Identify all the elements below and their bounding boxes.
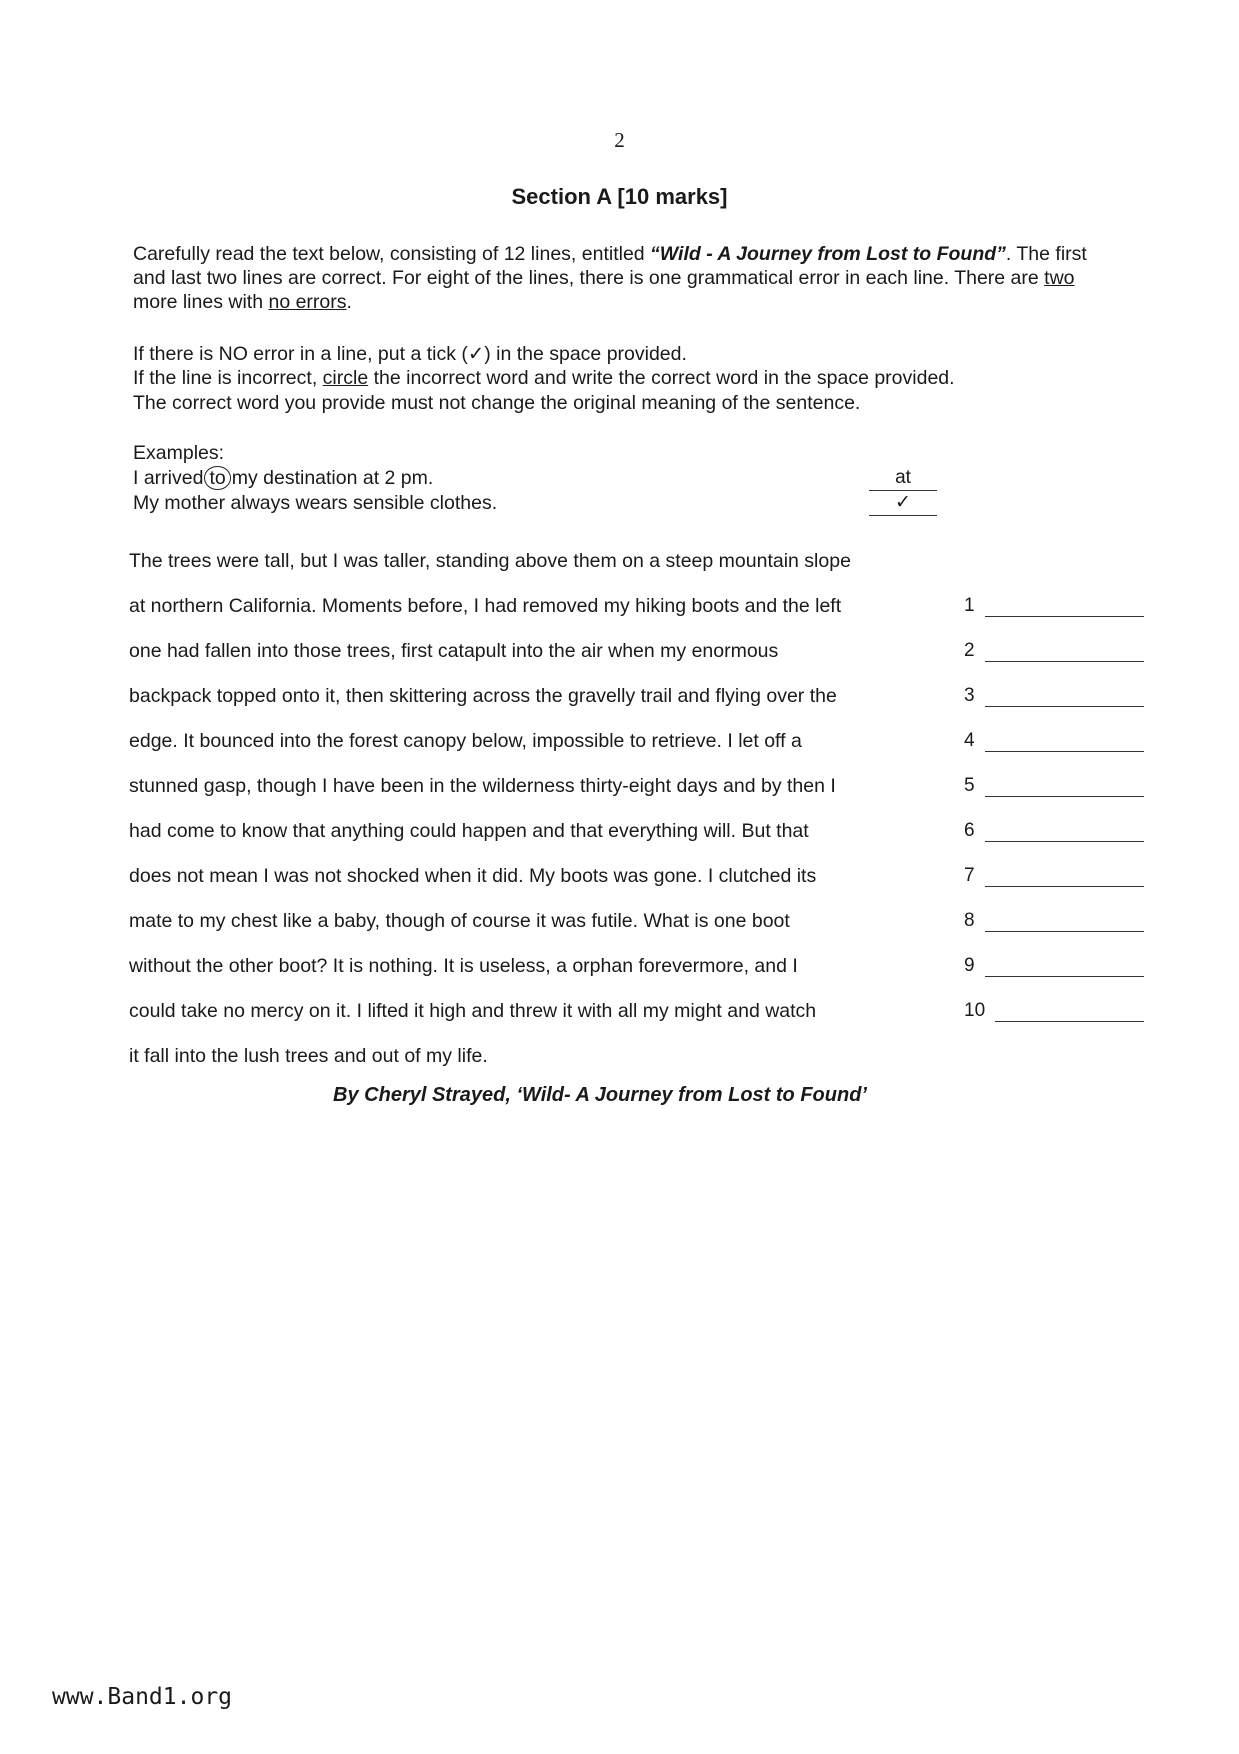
instruction-line-1: If there is NO error in a line, put a tick (✓) in the space provided. bbox=[133, 343, 687, 365]
instruction-line-2 bbox=[133, 366, 1093, 390]
byline: By Cheryl Strayed, ‘Wild- A Journey from Lost to Found’ bbox=[333, 1084, 867, 1106]
answer-number: 7 bbox=[964, 865, 975, 886]
passage-line: could take no mercy on it. I lifted it high and threw it with all my might and watch bbox=[129, 1000, 817, 1022]
intro-text-2: . The first and last two lines are correct. For eight of the lines, there is one grammatical error in each line. There are bbox=[133, 243, 1087, 289]
page-number: 2 bbox=[614, 128, 625, 152]
answer-number: 5 bbox=[964, 775, 975, 796]
passage-line: does not mean I was not shocked when it did. My boots was gone. I clutched its bbox=[129, 865, 817, 887]
example-1 bbox=[133, 466, 433, 490]
example-1-text: I arrived bbox=[133, 467, 204, 489]
section-title: Section A [10 marks] bbox=[511, 184, 728, 209]
answer-number: 8 bbox=[964, 910, 975, 931]
intro-two: two bbox=[1044, 267, 1075, 289]
answer-blank[interactable] bbox=[985, 661, 1144, 662]
answer-number: 10 bbox=[964, 1000, 986, 1021]
answer-number: 4 bbox=[964, 730, 975, 751]
examples-label: Examples: bbox=[133, 442, 225, 464]
answer-blank[interactable] bbox=[985, 706, 1144, 707]
answer-blank[interactable] bbox=[985, 796, 1144, 797]
answer-blank[interactable] bbox=[985, 886, 1144, 887]
answer-number: 6 bbox=[964, 820, 975, 841]
answer-number: 3 bbox=[964, 685, 975, 706]
passage-line: without the other boot? It is nothing. It is useless, a orphan forevermore, and I bbox=[129, 955, 798, 977]
passage-line: at northern California. Moments before, I had removed my hiking boots and the left bbox=[129, 595, 842, 617]
passage-line: it fall into the lush trees and out of my life. bbox=[129, 1045, 488, 1067]
intro-text-3: more lines with bbox=[133, 291, 269, 313]
intro-end: . bbox=[346, 291, 352, 313]
line2-text-2: the incorrect word and write the correct word in the space provided. bbox=[368, 367, 955, 389]
answer-blank[interactable] bbox=[995, 1021, 1144, 1022]
passage-line: one had fallen into those trees, first catapult into the air when my enormous bbox=[129, 640, 779, 662]
answer-blank[interactable] bbox=[985, 616, 1144, 617]
answer-blank[interactable] bbox=[985, 751, 1144, 752]
intro-title: “Wild - A Journey from Lost to Found” bbox=[650, 243, 1006, 265]
answer-number: 9 bbox=[964, 955, 975, 976]
intro-no-errors: no errors bbox=[268, 291, 347, 313]
passage-line: The trees were tall, but I was taller, standing above them on a steep mountain slope bbox=[129, 550, 851, 572]
passage-line: stunned gasp, though I have been in the wilderness thirty-eight days and by then I bbox=[129, 775, 836, 797]
instructions-intro bbox=[133, 242, 1093, 314]
answer-number: 2 bbox=[964, 640, 975, 661]
answer-blank[interactable] bbox=[985, 931, 1144, 932]
answer-blank[interactable] bbox=[985, 841, 1144, 842]
line2-text: If the line is incorrect, bbox=[133, 367, 323, 389]
passage-line: had come to know that anything could happen and that everything will. But that bbox=[129, 820, 809, 842]
example-1-circled-word: to bbox=[204, 466, 230, 490]
example-1-text-2: my destination at 2 pm. bbox=[231, 467, 434, 489]
example-2-answer: ✓ bbox=[869, 491, 937, 516]
intro-text: Carefully read the text below, consisting of 12 lines, entitled bbox=[133, 243, 651, 265]
answer-number: 1 bbox=[964, 595, 975, 616]
example-1-answer: at bbox=[869, 466, 937, 491]
line2-circle-word: circle bbox=[322, 367, 369, 389]
instruction-line-3: The correct word you provide must not change the original meaning of the sentence. bbox=[133, 392, 861, 414]
passage-line: backpack topped onto it, then skittering across the gravelly trail and flying over the bbox=[129, 685, 837, 707]
passage-line: mate to my chest like a baby, though of course it was futile. What is one boot bbox=[129, 910, 790, 932]
example-2-text: My mother always wears sensible clothes. bbox=[133, 492, 498, 514]
answer-blank[interactable] bbox=[985, 976, 1144, 977]
footer-watermark: www.Band1.org bbox=[52, 1684, 233, 1710]
passage-line: edge. It bounced into the forest canopy below, impossible to retrieve. I let off a bbox=[129, 730, 802, 752]
